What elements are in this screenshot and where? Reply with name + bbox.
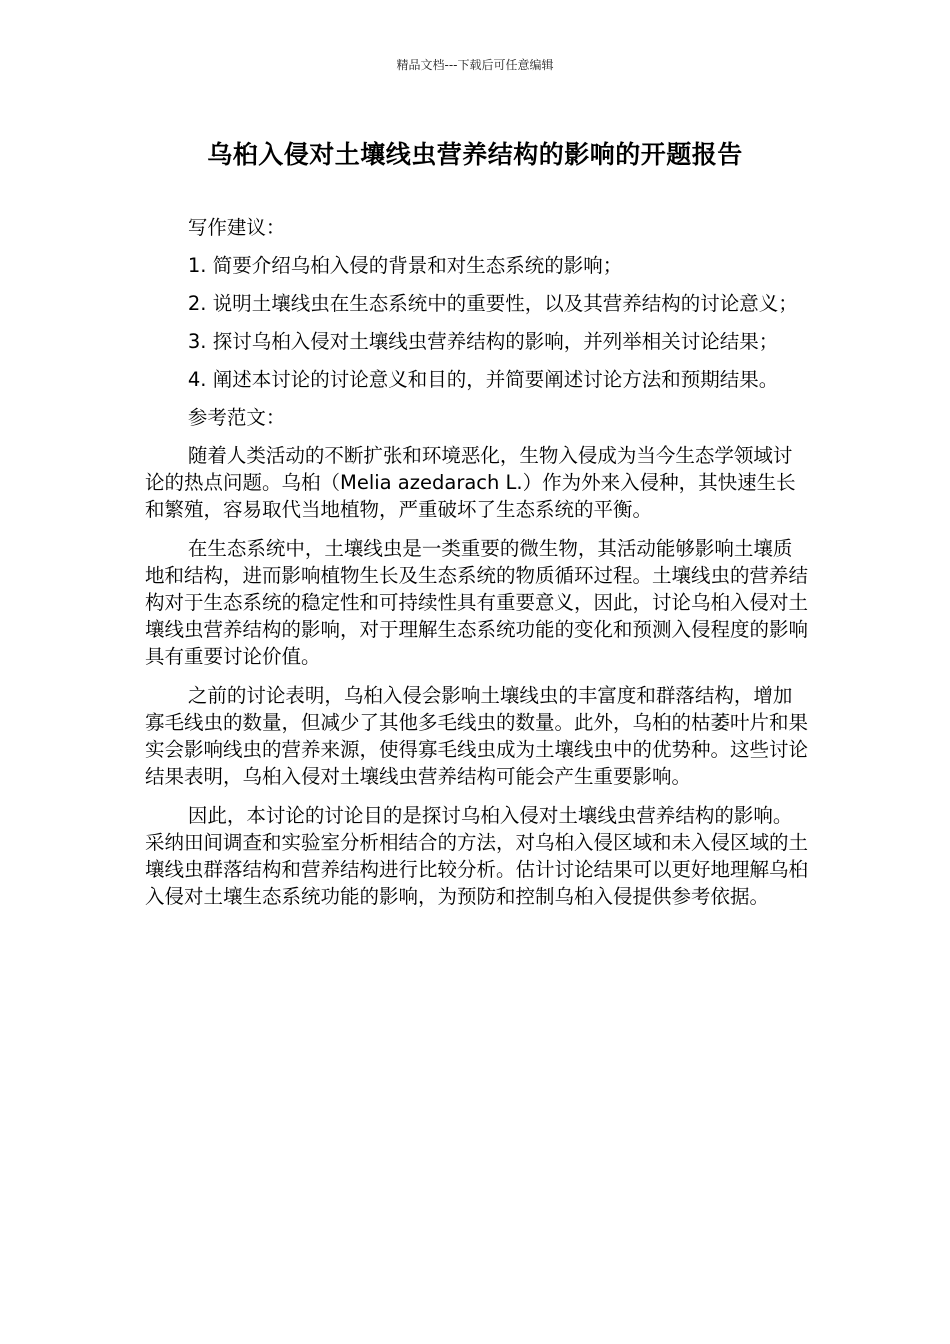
reference-label: 参考范文： <box>187 406 286 429</box>
reference-paragraph: 因此，本讨论的讨论目的是探讨乌桕入侵对土壤线虫营养结构的影响。采纳田间调查和实验室分析相结合的方法，对乌桕入侵区域和未入侵区域的土壤线虫群落结构和营养结构进行比较分析。估计讨论结果可以更好地理解乌桕入侵对土壤生态系统功能的影响，为预防和控制乌桕入侵提供参考依据。 <box>145 804 809 908</box>
suggestions-label: 写作建议： <box>187 216 286 239</box>
document-body <box>145 214 810 922</box>
reference-paragraph: 在生态系统中，土壤线虫是一类重要的微生物，其活动能够影响土壤质地和结构，进而影响植物生长及生态系统的物质循环过程。土壤线虫的营养结构对于生态系统的稳定性和可持续性具有重要意义，因此，讨论乌桕入侵对土壤线虫营养结构的影响，对于理解生态系统功能的变化和预测入侵程度的影响具有重要讨论价值。 <box>145 537 809 668</box>
page-header: 精品文档---下载后可任意编辑 <box>396 58 554 72</box>
suggestion-item: 1. 简要介绍乌桕入侵的背景和对生态系统的影响； <box>187 254 623 277</box>
suggestion-item: 3. 探讨乌桕入侵对土壤线虫营养结构的影响，并列举相关讨论结果； <box>187 330 779 353</box>
document-title: 乌桕入侵对土壤线虫营养结构的影响的开题报告 <box>207 140 743 169</box>
suggestion-item: 2. 说明土壤线虫在生态系统中的重要性，以及其营养结构的讨论意义； <box>187 292 798 315</box>
suggestion-item: 4. 阐述本讨论的讨论意义和目的，并简要阐述讨论方法和预期结果。 <box>187 368 779 391</box>
reference-paragraph: 随着人类活动的不断扩张和环境恶化，生物入侵成为当今生态学领域讨论的热点问题。乌桕（Melia azedarach L.）作为外来入侵种，其快速生长和繁殖，容易取代当地植物，严重破坏了生态系统的平衡。 <box>145 444 796 521</box>
reference-paragraph: 之前的讨论表明，乌桕入侵会影响土壤线虫的丰富度和群落结构，增加寡毛线虫的数量，但减少了其他多毛线虫的数量。此外，乌桕的枯萎叶片和果实会影响线虫的营养来源，使得寡毛线虫成为土壤线虫中的优势种。这些讨论结果表明，乌桕入侵对土壤线虫营养结构可能会产生重要影响。 <box>145 684 809 788</box>
